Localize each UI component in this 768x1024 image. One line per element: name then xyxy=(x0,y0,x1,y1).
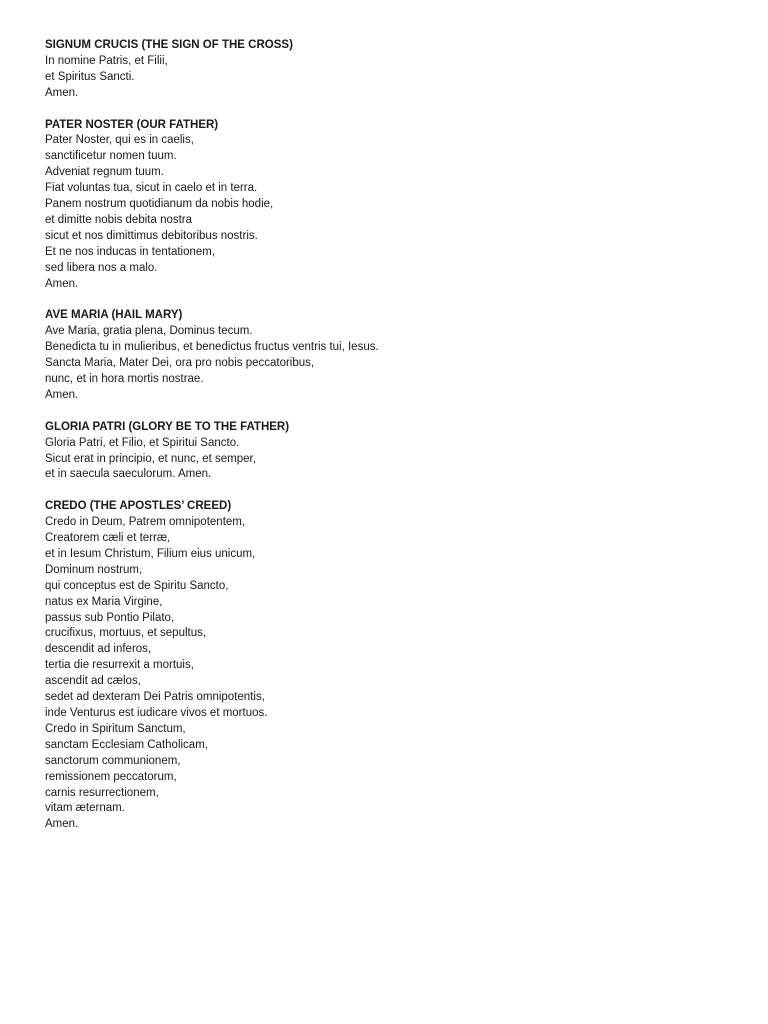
prayer-line: sicut et nos dimittimus debitoribus nostris. xyxy=(45,229,258,242)
prayer-line: nunc, et in hora mortis nostrae. xyxy=(45,373,204,385)
prayer-line: sanctorum communionem, xyxy=(45,754,181,767)
prayer-line: et dimitte nobis debita nostra xyxy=(45,213,193,226)
prayer-line: Et ne nos inducas in tentationem, xyxy=(45,245,216,258)
prayer-line: Credo in Deum, Patrem omnipotentem, xyxy=(45,516,246,529)
prayer-line: qui conceptus est de Spiritu Sancto, xyxy=(45,579,229,592)
prayer-line: inde Venturus est iudicare vivos et mortuos. xyxy=(45,707,268,719)
prayer-credo xyxy=(45,499,745,833)
prayer-signum-crucis xyxy=(45,38,745,102)
prayer-line: Panem nostrum quotidianum da nobis hodie, xyxy=(45,198,274,211)
prayer-line: Amen. xyxy=(45,818,79,831)
prayer-line: descendit ad inferos, xyxy=(45,643,152,656)
prayer-line: sanctificetur nomen tuum. xyxy=(45,150,177,163)
prayer-line: In nomine Patris, et Filii, xyxy=(45,54,168,67)
prayer-line: sed libera nos a malo. xyxy=(45,261,158,274)
prayer-line: Dominum nostrum, xyxy=(45,563,143,576)
prayer-line: passus sub Pontio Pilato, xyxy=(45,611,175,624)
prayer-title: CREDO (THE APOSTLES’ CREED) xyxy=(45,500,232,513)
prayer-line: et in saecula saeculorum. Amen. xyxy=(45,468,212,481)
prayer-title: PATER NOSTER (OUR FATHER) xyxy=(45,118,219,131)
prayer-line: Pater Noster, qui es in caelis, xyxy=(45,134,194,147)
prayer-line: Amen. xyxy=(45,277,79,290)
prayer-line: ascendit ad cælos, xyxy=(45,675,141,688)
prayer-line: sanctam Ecclesiam Catholicam, xyxy=(45,738,208,751)
prayer-title: SIGNUM CRUCIS (THE SIGN OF THE CROSS) xyxy=(45,39,293,51)
prayer-line: Ave Maria, gratia plena, Dominus tecum. xyxy=(45,325,253,338)
prayer-line: sedet ad dexteram Dei Patris omnipotentis, xyxy=(45,691,265,704)
prayer-line: Adveniat regnum tuum. xyxy=(45,166,164,179)
prayer-line: Gloria Patri, et Filio, et Spiritui Sancto. xyxy=(45,436,240,449)
document-page xyxy=(45,38,745,849)
prayer-line: Sancta Maria, Mater Dei, ora pro nobis peccatoribus, xyxy=(45,357,315,370)
prayer-line: tertia die resurrexit a mortuis, xyxy=(45,659,194,672)
prayer-ave-maria xyxy=(45,308,745,403)
prayer-line: Amen. xyxy=(45,388,79,401)
prayer-line: et in Iesum Christum, Filium eius unicum, xyxy=(45,547,256,560)
prayer-gloria-patri xyxy=(45,420,745,484)
prayer-line: et Spiritus Sancti. xyxy=(45,70,135,83)
prayer-line: carnis resurrectionem, xyxy=(45,786,159,799)
prayer-title: GLORIA PATRI (GLORY BE TO THE FATHER) xyxy=(45,420,290,433)
prayer-line: Credo in Spiritum Sanctum, xyxy=(45,722,186,735)
prayer-title: AVE MARIA (HAIL MARY) xyxy=(45,309,183,322)
prayer-line: vitam æternam. xyxy=(45,802,125,815)
prayer-line: Creatorem cæli et terræ, xyxy=(45,532,171,545)
prayer-line: Fiat voluntas tua, sicut in caelo et in terra. xyxy=(45,182,258,195)
prayer-line: Sicut erat in principio, et nunc, et semper, xyxy=(45,452,256,465)
prayer-pater-noster xyxy=(45,118,745,293)
prayer-line: Amen. xyxy=(45,86,79,99)
prayer-line: Benedicta tu in mulieribus, et benedictus fructus ventris tui, Iesus. xyxy=(45,341,379,354)
prayer-line: crucifixus, mortuus, et sepultus, xyxy=(45,627,207,640)
prayer-line: natus ex Maria Virgine, xyxy=(45,595,163,608)
prayer-line: remissionem peccatorum, xyxy=(45,770,177,783)
